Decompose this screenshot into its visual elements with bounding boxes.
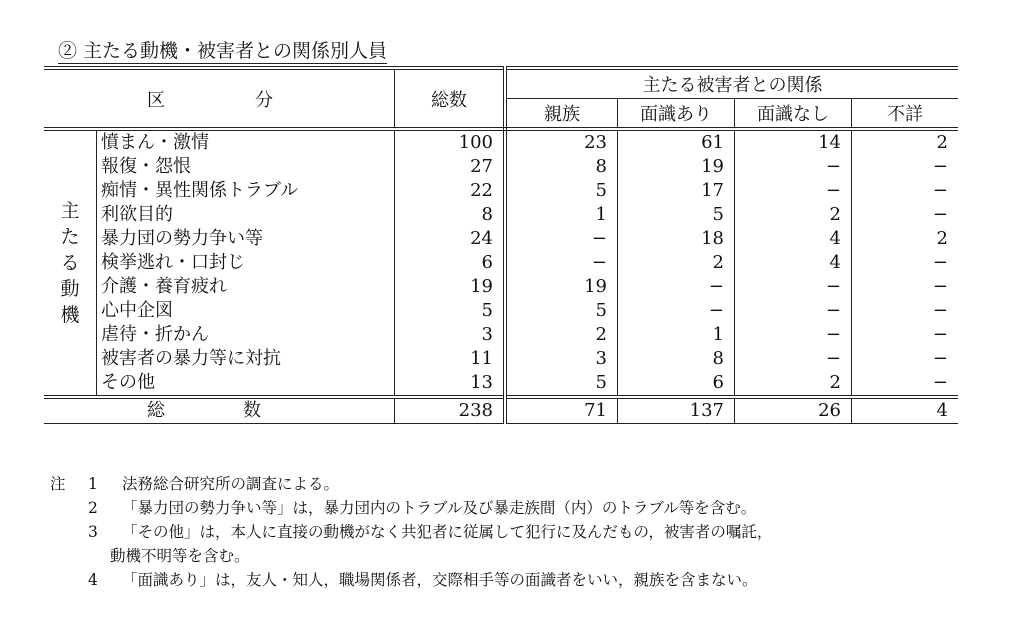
row-total: 5 xyxy=(395,299,506,323)
row-cell: 23 xyxy=(584,132,607,153)
row-label: 被害者の暴力等に対抗 xyxy=(97,347,395,371)
row-cell: 8 xyxy=(618,347,735,371)
row-cell: 18 xyxy=(618,227,735,251)
note-item xyxy=(50,568,772,592)
row-cell: 2 xyxy=(852,129,959,155)
table-row xyxy=(44,275,958,299)
row-cell: − xyxy=(852,203,959,227)
table-row xyxy=(44,203,958,227)
row-total: 3 xyxy=(395,323,506,347)
row-cell: − xyxy=(618,275,735,299)
note-item xyxy=(50,472,772,496)
sum-cell: 4 xyxy=(852,397,959,424)
row-label: 暴力団の勢力争い等 xyxy=(97,227,395,251)
row-cell: 4 xyxy=(735,227,852,251)
row-cell: 4 xyxy=(735,251,852,275)
row-cell: 5 xyxy=(595,180,607,201)
row-label: 痴情・異性関係トラブル xyxy=(97,179,395,203)
row-cell: 17 xyxy=(618,179,735,203)
row-cell: − xyxy=(852,347,959,371)
row-cell: 5 xyxy=(595,300,607,321)
sum-label: 総 数 xyxy=(44,397,395,424)
row-label: その他 xyxy=(97,371,395,397)
table-row xyxy=(44,179,958,203)
notes xyxy=(50,472,772,592)
table-row xyxy=(44,129,958,155)
header-relation-stranger: 面識なし xyxy=(735,99,852,130)
row-cell: − xyxy=(735,275,852,299)
header-category: 区 分 xyxy=(44,68,395,129)
row-label: 介護・養育疲れ xyxy=(97,275,395,299)
note-head: 注 xyxy=(50,475,66,493)
row-cell: 19 xyxy=(584,276,607,297)
row-total: 6 xyxy=(395,251,506,275)
row-cell: − xyxy=(852,251,959,275)
sum-cell: 71 xyxy=(505,397,618,424)
row-label: 心中企図 xyxy=(97,299,395,323)
table-row xyxy=(44,299,958,323)
row-total: 8 xyxy=(395,203,506,227)
row-total: 24 xyxy=(395,227,506,251)
row-cell: − xyxy=(735,299,852,323)
table-row xyxy=(44,371,958,397)
row-total: 22 xyxy=(395,179,506,203)
row-cell: − xyxy=(735,179,852,203)
table-row xyxy=(44,227,958,251)
sum-cell: 26 xyxy=(735,397,852,424)
row-total: 19 xyxy=(395,275,506,299)
row-cell: − xyxy=(852,323,959,347)
sum-row xyxy=(44,397,958,424)
note-number: 2 xyxy=(88,499,98,517)
header-relation-kin: 親族 xyxy=(505,99,618,130)
row-cell: 14 xyxy=(735,129,852,155)
row-cell: 5 xyxy=(618,203,735,227)
row-cell: 6 xyxy=(618,371,735,397)
row-cell: 2 xyxy=(618,251,735,275)
header-total: 総数 xyxy=(395,68,506,129)
row-label: 検挙逃れ・口封じ xyxy=(97,251,395,275)
note-continuation: 動機不明等を含む。 xyxy=(110,547,250,565)
row-cell: − xyxy=(852,299,959,323)
table-row xyxy=(44,347,958,371)
row-cell: 2 xyxy=(735,203,852,227)
note-item xyxy=(50,520,772,544)
row-cell: − xyxy=(852,179,959,203)
header-relation-unknown: 不詳 xyxy=(852,99,959,130)
row-cell: 2 xyxy=(852,227,959,251)
table-row xyxy=(44,251,958,275)
row-label: 利欲目的 xyxy=(97,203,395,227)
note-text: 「その他」は，本人に直接の動機がなく共犯者に従属して犯行に及んだもの，被害者の嘱託， xyxy=(122,523,773,541)
sum-cell: 137 xyxy=(618,397,735,424)
row-label: 虐待・折かん xyxy=(97,323,395,347)
sum-total: 238 xyxy=(395,397,506,424)
motive-group-label: 主 た る 動 機 xyxy=(60,200,80,326)
statistics-table xyxy=(44,66,958,424)
row-cell: 2 xyxy=(735,371,852,397)
table-row xyxy=(44,323,958,347)
row-cell: − xyxy=(852,275,959,299)
note-text: 「暴力団の勢力争い等」は，暴力団内のトラブル及び暴走族間（内）のトラブル等を含む。 xyxy=(122,499,757,517)
note-number: 1 xyxy=(88,475,98,493)
row-cell: − xyxy=(591,252,607,273)
header-relation-group: 主たる被害者との関係 xyxy=(642,75,823,96)
row-label: 報復・怨恨 xyxy=(97,155,395,179)
row-cell: − xyxy=(735,323,852,347)
row-cell: − xyxy=(852,155,959,179)
row-cell: − xyxy=(618,299,735,323)
row-cell: 8 xyxy=(595,156,607,177)
note-text: 法務総合研究所の調査による。 xyxy=(122,475,340,493)
row-label: 憤まん・激情 xyxy=(97,129,395,155)
note-item xyxy=(50,496,772,520)
row-cell: 1 xyxy=(595,204,607,225)
row-total: 11 xyxy=(395,347,506,371)
note-text: 「面識あり」は，友人・知人，職場関係者，交際相手等の面識者をいい，親族を含まない。 xyxy=(122,571,758,589)
row-cell: − xyxy=(591,228,607,249)
table-title: ② 主たる動機・被害者との関係別人員 xyxy=(58,40,388,62)
row-cell: 3 xyxy=(595,348,607,369)
row-cell: 61 xyxy=(618,129,735,155)
table-row xyxy=(44,155,958,179)
row-cell: 19 xyxy=(618,155,735,179)
note-number: 3 xyxy=(88,523,98,541)
row-total: 13 xyxy=(395,371,506,397)
row-cell: 5 xyxy=(595,372,607,393)
row-total: 100 xyxy=(395,129,506,155)
note-number: 4 xyxy=(88,571,98,589)
row-cell: − xyxy=(852,371,959,397)
row-cell: − xyxy=(735,155,852,179)
row-cell: 2 xyxy=(595,324,607,345)
header-relation-acquainted: 面識あり xyxy=(618,99,735,130)
row-cell: 1 xyxy=(618,323,735,347)
row-total: 27 xyxy=(395,155,506,179)
row-cell: − xyxy=(735,347,852,371)
